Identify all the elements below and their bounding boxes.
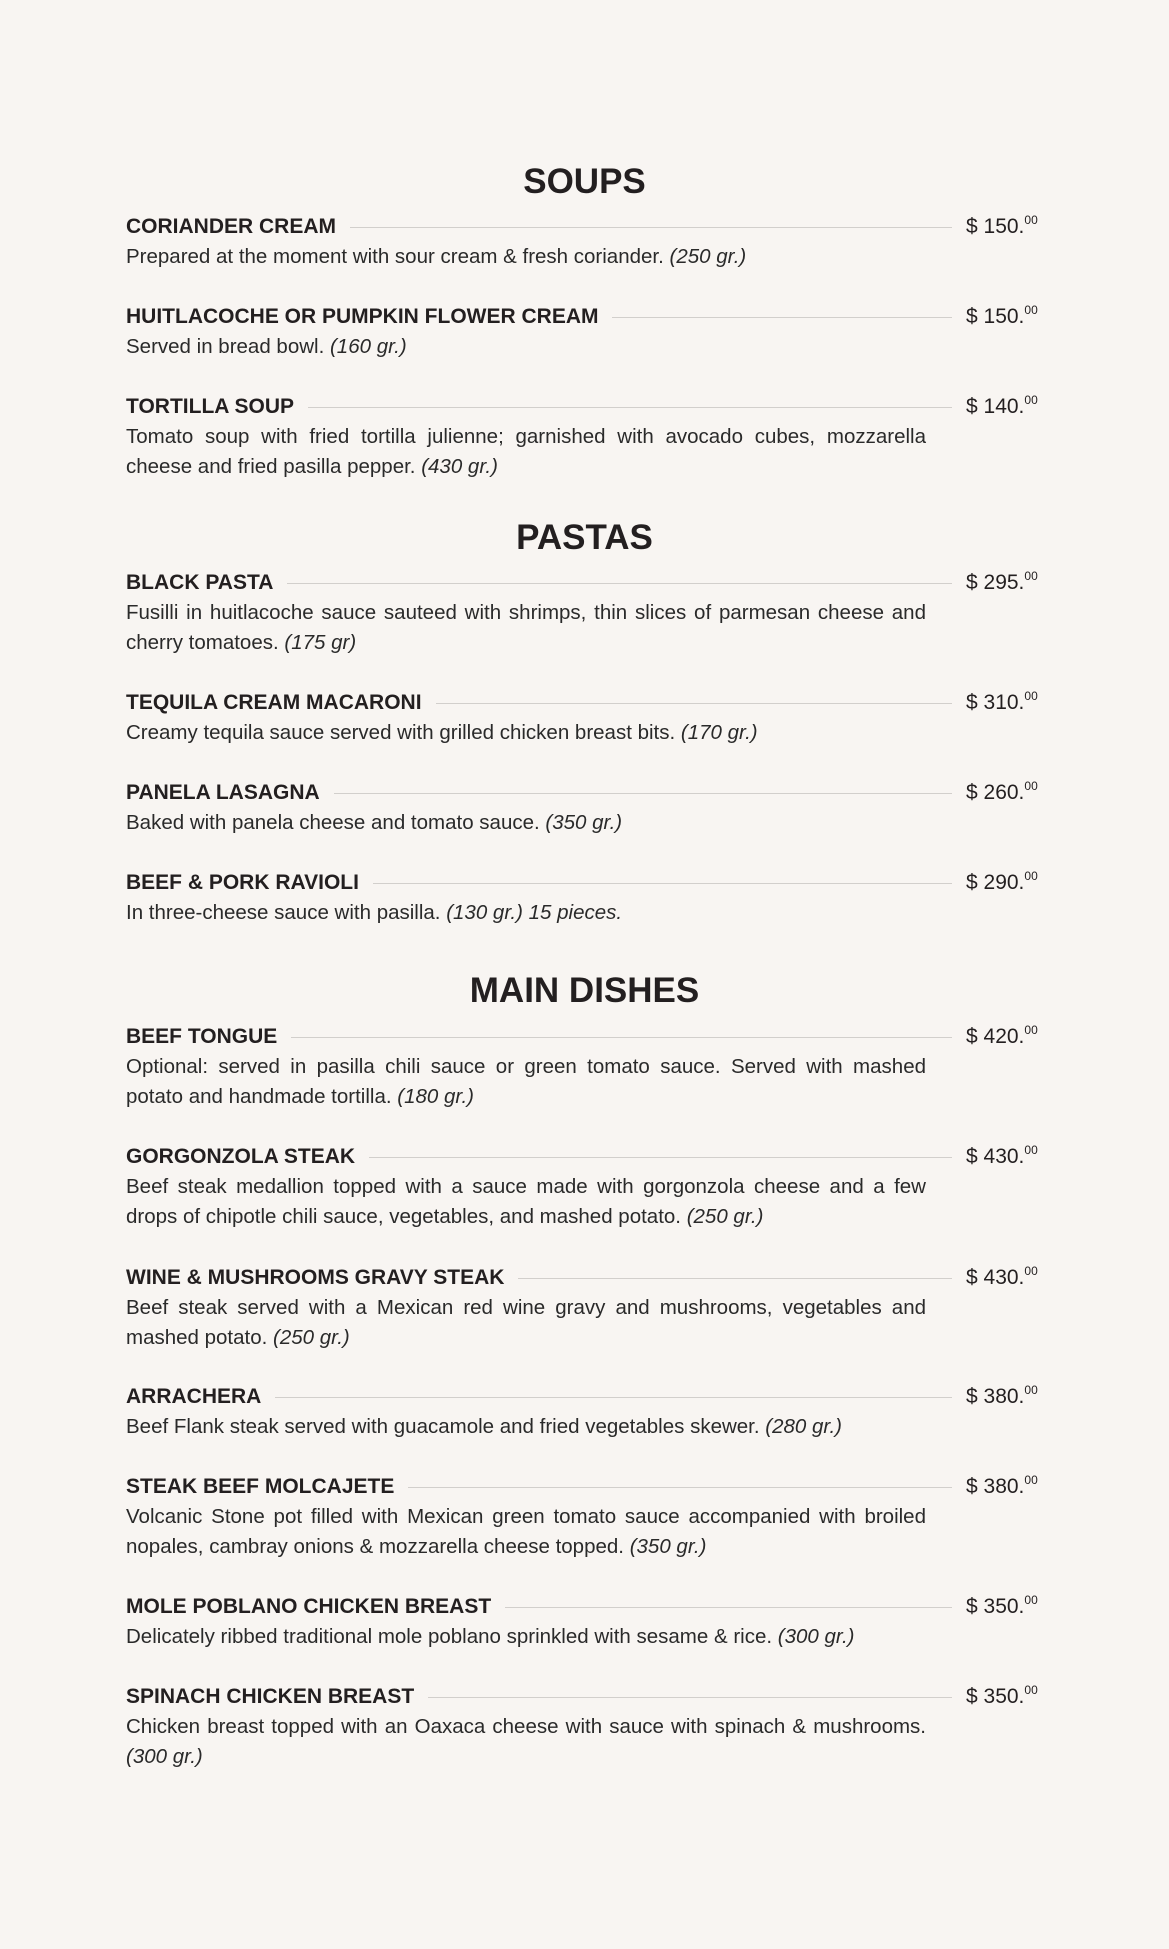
item-price: $ 430.00 <box>966 1264 1038 1289</box>
item-price: $ 420.00 <box>966 1023 1038 1048</box>
item-price: $ 310.00 <box>966 689 1038 714</box>
item-name: BEEF TONGUE <box>126 1025 278 1048</box>
item-price: $ 290.00 <box>966 869 1038 894</box>
item-description: Beef Flank steak served with guacamole and fried vegetables skewer. (280 gr.) <box>126 1415 842 1438</box>
item-price: $ 350.00 <box>966 1593 1038 1618</box>
dotted-leader <box>350 227 952 228</box>
menu-item <box>126 568 1044 658</box>
item-description: Beef steak served with a Mexican red wine gravy and mushrooms, vegetables and mashed potato. (250 gr.) <box>126 1296 926 1349</box>
item-name: HUITLACOCHE OR PUMPKIN FLOWER CREAM <box>126 305 599 328</box>
item-price: $ 295.00 <box>966 569 1038 594</box>
menu-item <box>126 1382 1044 1442</box>
menu-item <box>126 688 1044 748</box>
item-price: $ 140.00 <box>966 393 1038 418</box>
item-description: Delicately ribbed traditional mole poblano sprinkled with sesame & rice. (300 gr.) <box>126 1625 855 1648</box>
item-name: CORIANDER CREAM <box>126 215 336 238</box>
dotted-leader <box>612 317 952 318</box>
item-description: Volcanic Stone pot filled with Mexican green tomato sauce accompanied with broiled nopales, cambray onions & mozzarella cheese topped. (350 gr.) <box>126 1505 926 1558</box>
item-name: BEEF & PORK RAVIOLI <box>126 871 359 894</box>
dotted-leader <box>291 1037 952 1038</box>
menu-item <box>126 1142 1044 1232</box>
item-name: STEAK BEEF MOLCAJETE <box>126 1475 395 1498</box>
item-name: ARRACHERA <box>126 1385 262 1408</box>
menu-item <box>126 1592 1044 1652</box>
item-price: $ 380.00 <box>966 1473 1038 1498</box>
section-title-main-dishes: MAIN DISHES <box>469 971 700 1010</box>
item-name: SPINACH CHICKEN BREAST <box>126 1685 415 1708</box>
item-price: $ 260.00 <box>966 779 1038 804</box>
item-description: Chicken breast topped with an Oaxaca cheese with sauce with spinach & mushrooms. (300 gr.) <box>126 1715 926 1768</box>
item-description: Optional: served in pasilla chili sauce or green tomato sauce. Served with mashed potato and handmade tortilla. (180 gr.) <box>126 1055 926 1108</box>
item-description: Baked with panela cheese and tomato sauce. (350 gr.) <box>126 811 623 834</box>
item-description: Served in bread bowl. (160 gr.) <box>126 335 407 358</box>
item-description: Tomato soup with fried tortilla julienne; garnished with avocado cubes, mozzarella cheese and fried pasilla pepper. (430 gr.) <box>126 425 926 478</box>
item-name: BLACK PASTA <box>126 571 274 594</box>
item-price: $ 150.00 <box>966 213 1038 238</box>
item-name: TORTILLA SOUP <box>126 395 294 418</box>
dotted-leader <box>369 1157 952 1158</box>
menu-item <box>126 778 1044 838</box>
item-name: GORGONZOLA STEAK <box>126 1145 356 1168</box>
item-name: WINE & MUSHROOMS GRAVY STEAK <box>126 1266 505 1289</box>
dotted-leader <box>275 1397 952 1398</box>
menu-item <box>126 1472 1044 1562</box>
item-price: $ 430.00 <box>966 1143 1038 1168</box>
section-title-soups: SOUPS <box>523 162 646 201</box>
section-title-pastas: PASTAS <box>516 518 653 557</box>
menu-item <box>126 1263 1044 1353</box>
item-description: In three-cheese sauce with pasilla. (130 gr.) 15 pieces. <box>126 901 623 924</box>
dotted-leader <box>373 883 952 884</box>
menu-item <box>126 1682 1044 1772</box>
item-price: $ 350.00 <box>966 1683 1038 1708</box>
item-description: Fusilli in huitlacoche sauce sauteed with shrimps, thin slices of parmesan cheese and cherry tomatoes. (175 gr) <box>126 601 926 654</box>
dotted-leader <box>334 793 952 794</box>
item-price: $ 150.00 <box>966 303 1038 328</box>
menu-item <box>126 392 1044 482</box>
item-description: Beef steak medallion topped with a sauce made with gorgonzola cheese and a few drops of chipotle chili sauce, vegetables, and mashed potato. (250 gr.) <box>126 1175 926 1228</box>
dotted-leader <box>308 407 952 408</box>
dotted-leader <box>518 1278 952 1279</box>
dotted-leader <box>436 703 952 704</box>
menu-item <box>126 1022 1044 1112</box>
item-description: Prepared at the moment with sour cream & fresh coriander. (250 gr.) <box>126 245 747 268</box>
item-price: $ 380.00 <box>966 1383 1038 1408</box>
dotted-leader <box>428 1697 952 1698</box>
menu-item <box>126 212 1044 272</box>
item-name: MOLE POBLANO CHICKEN BREAST <box>126 1595 492 1618</box>
item-name: TEQUILA CREAM MACARONI <box>126 691 422 714</box>
dotted-leader <box>505 1607 952 1608</box>
dotted-leader <box>287 583 952 584</box>
dotted-leader <box>408 1487 952 1488</box>
item-description: Creamy tequila sauce served with grilled chicken breast bits. (170 gr.) <box>126 721 758 744</box>
menu-item <box>126 302 1044 362</box>
menu-item <box>126 868 1044 928</box>
item-name: PANELA LASAGNA <box>126 781 320 804</box>
